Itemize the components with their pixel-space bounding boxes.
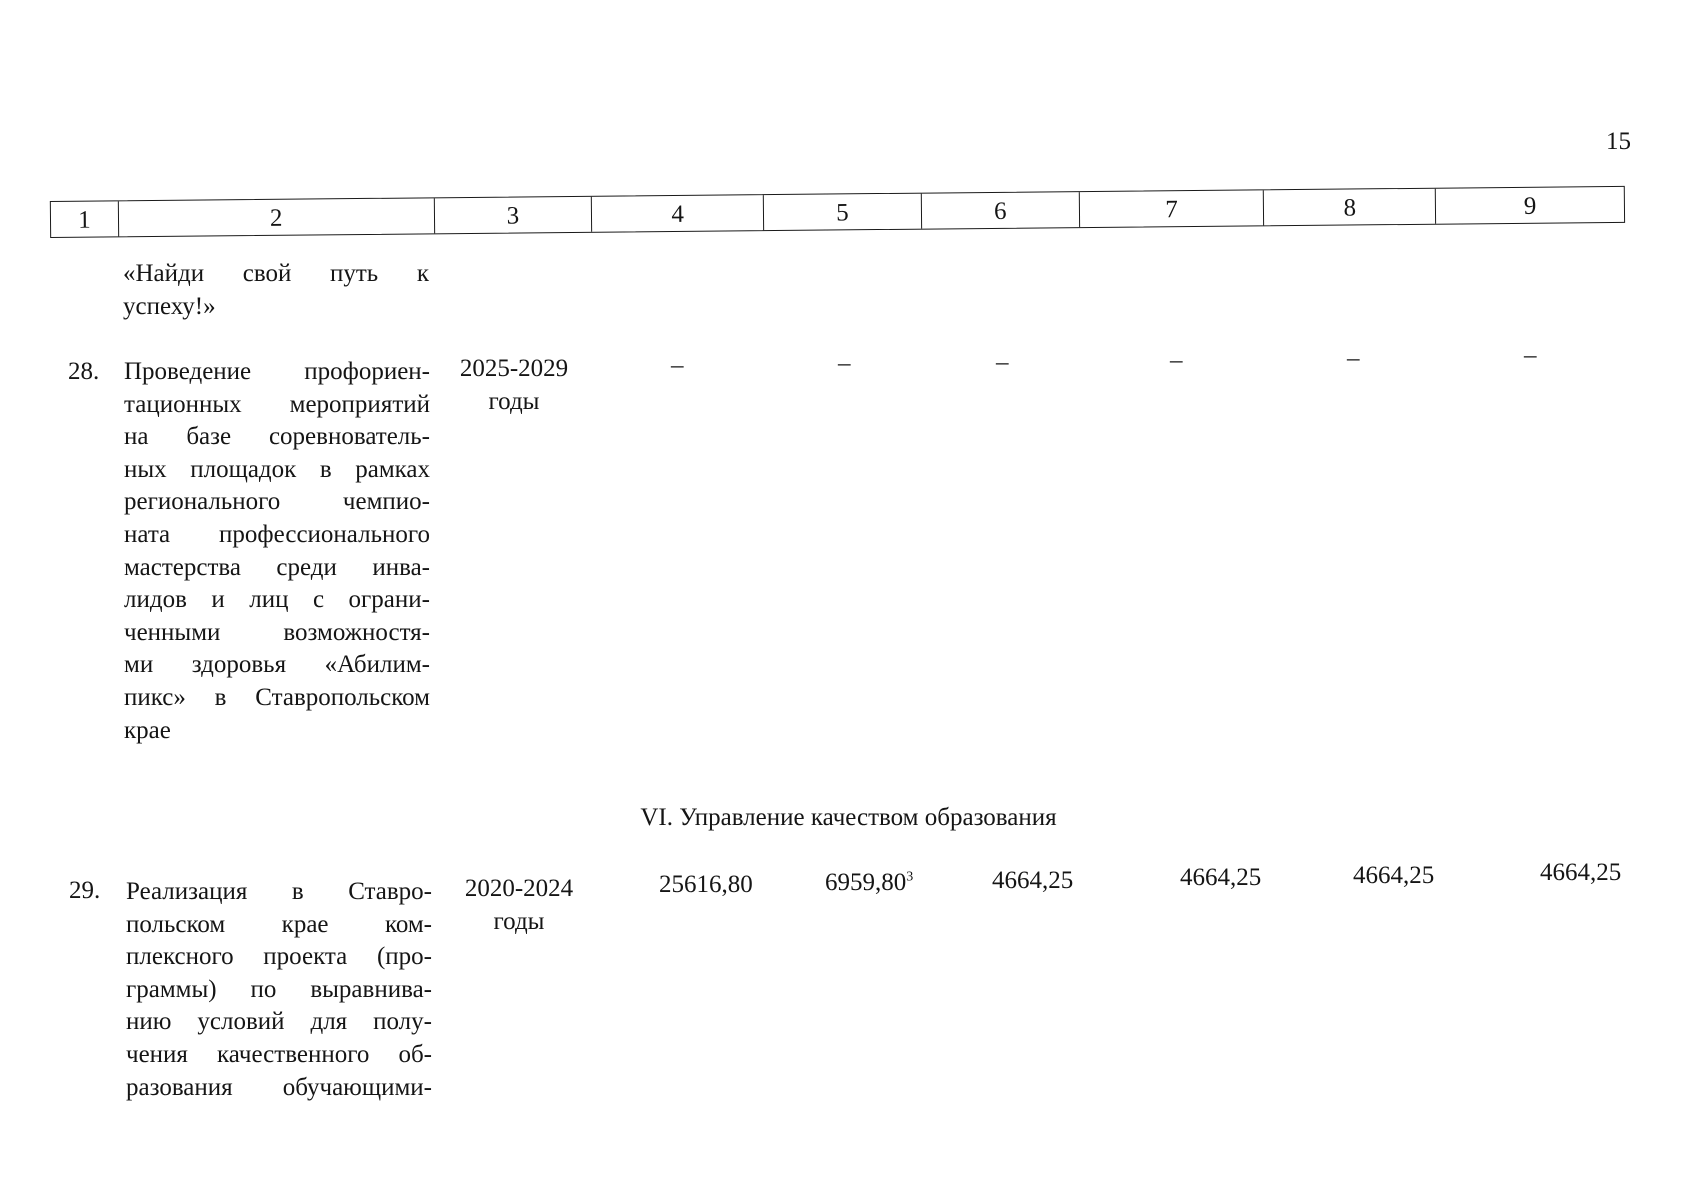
row-28-desc-line: на базе соревнователь-: [124, 423, 430, 451]
row-29-desc-line: плексного проекта (про-: [126, 943, 432, 971]
row-29-period: [449, 873, 589, 938]
row-28-col4-dash: –: [671, 352, 684, 379]
row-28-desc-line: тационных мероприятий: [124, 390, 430, 418]
row-28-desc-line: лидов и лиц с ограни-: [124, 586, 430, 614]
row-29-desc-line: польском крае ком-: [126, 910, 432, 938]
row-28-col8-dash: –: [1347, 345, 1360, 372]
row-29-description: [126, 876, 432, 1104]
row-29-desc-line: Реализация в Ставро-: [126, 878, 432, 905]
section-title: VI. Управление качеством образования: [640, 804, 1057, 831]
row-29-col4-value: 25616,80: [659, 871, 753, 898]
row-28-desc-line: ных площадок в рамках: [124, 455, 430, 483]
row-29-desc-line: разования обучающими-: [126, 1073, 432, 1101]
row-28-period-years: 2025-2029: [459, 355, 569, 382]
row-29-col6-value: 4664,25: [992, 867, 1074, 894]
row-28-period: [444, 353, 584, 418]
row-29-period-unit: годы: [493, 907, 545, 935]
row-28-desc-line: ната профессионального: [124, 520, 430, 548]
table-header-row: [50, 186, 1625, 238]
row-28-desc-line: крае: [124, 716, 171, 744]
row-29-number: 29.: [69, 877, 101, 904]
continuation-description: [123, 258, 429, 323]
row-29-col5-number: 6959,80: [825, 869, 907, 896]
row-29-col8-value: 4664,25: [1353, 862, 1435, 889]
row-28-description: [124, 356, 430, 747]
row-28-desc-line: регионального чемпио-: [124, 488, 430, 516]
page-number: 15: [1606, 128, 1631, 155]
row-29-desc-line: нию условий для полу-: [126, 1008, 432, 1036]
row-28-desc-line: ченными возможностя-: [124, 618, 430, 646]
row-28-period-unit: годы: [488, 387, 540, 415]
row-28-col7-dash: –: [1170, 347, 1183, 374]
row-29-col9-value: 4664,25: [1540, 859, 1622, 886]
row-28-desc-line: мастерства среди инва-: [124, 553, 430, 581]
header-cell-4: 4: [592, 195, 764, 232]
row-29-col5-value: [825, 869, 913, 897]
row-29-desc-line: чения качественного об-: [126, 1040, 432, 1068]
header-cell-7: 7: [1079, 190, 1264, 227]
row-28-number: 28.: [68, 358, 100, 385]
header-cell-6: 6: [922, 192, 1080, 229]
continuation-line-1: «Найди свой путь к: [123, 260, 429, 287]
row-28-col6-dash: –: [996, 349, 1009, 376]
continuation-line-2: успеху!»: [123, 292, 216, 320]
row-29-col7-value: 4664,25: [1180, 864, 1262, 891]
row-28-desc-line: ми здоровья «Абилим-: [124, 651, 430, 679]
header-cell-2: 2: [119, 198, 435, 236]
header-cell-1: 1: [51, 201, 119, 237]
row-28-col9-dash: –: [1524, 342, 1537, 369]
row-29-desc-line: граммы) по выравнива-: [126, 975, 432, 1003]
row-29-period-years: 2020-2024: [464, 875, 574, 902]
header-cell-3: 3: [434, 197, 592, 234]
header-cell-5: 5: [764, 194, 922, 231]
footnote-marker: 3: [906, 869, 914, 885]
header-cell-8: 8: [1264, 189, 1436, 226]
row-28-desc-line: пикс» в Ставропольском: [124, 683, 430, 711]
row-28-col5-dash: –: [838, 350, 851, 377]
row-28-desc-line: Проведение профориен-: [124, 358, 430, 385]
header-cell-9: 9: [1523, 192, 1537, 220]
